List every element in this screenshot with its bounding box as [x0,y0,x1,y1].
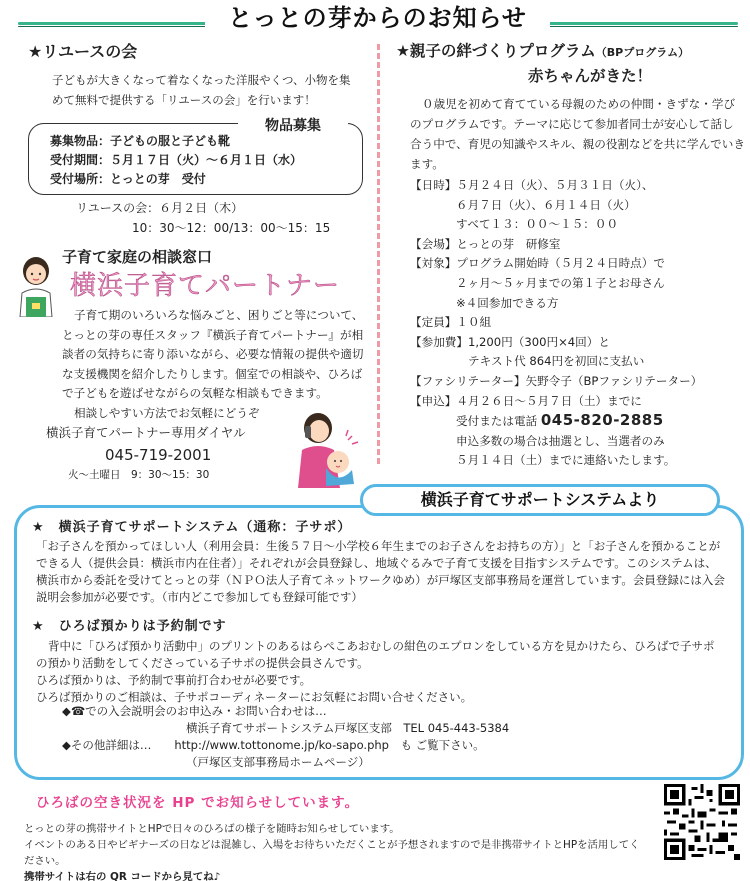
recruit-row: 募集物品：子どもの服と子ども靴 [50,134,231,148]
consult-invite: 相談しやすい方法でお気軽にどうぞ [74,405,260,420]
partner-heading: 横浜子育てパートナー [70,271,341,301]
contact-line: 横浜子育てサポートシステム戸塚区支部 TEL 045-443-5384 [186,721,510,735]
staff-woman-icon [14,255,58,317]
footer-body [24,821,644,881]
bp-detail: 【申込】４月２６日〜５月７日（土）までに [410,393,642,408]
recruit-details [50,132,302,189]
column-divider [377,44,380,464]
footer-line: 携帯サイトは右の QR コードから見てね♪ [24,871,221,881]
bp-detail-phone [410,411,745,432]
reuse-date-day: リユースの会：６月２日（木） [76,201,244,215]
footer-title: ひろばの空き状況を HP でお知らせしています。 [36,795,360,811]
bp-intro-text: ０歳児を初めて育てている母親のための仲間・きずな・学びのプログラムです。テーマに応じて参加者同士が安心して話し合う中で、育児の知識やスキル、親の役割などを共に学んでいきます。 [410,97,745,171]
consult-body [62,306,367,423]
page-title: とっとの芽からのお知らせ [205,3,550,33]
reuse-title: ★リユースの会 [28,42,138,61]
bp-detail: 【参加費】1,200円（300円×4回）と [410,334,610,349]
reuse-body: 子どもが大きくなって着なくなった洋服やくつ、小物を集めて無料で提供する「リユースの会」を行います！ [52,73,351,107]
hiroba-line: ひろば預かりのご相談は、子サポコーディネーターにお気軽にお問い合せください。 [36,690,473,704]
bp-detail: 申込多数の場合は抽選とし、当選者のみ [456,433,665,448]
hiroba-paragraph: 背中に「ひろば預かり活動中」のプリントのあるはらぺこあおむしの紺色のエプロンをしている方を見かけたら、ひろばで子サポの預かり活動をしてくださっている子サポの提供会員さんです。 [36,639,715,670]
bp-detail: すべて１３：００〜１５：００ [456,217,619,232]
bp-detail: 【対象】プログラム開始時（５月２４日時点）で [410,256,665,271]
bp-detail: ２ヶ月〜５ヶ月までの第１子とお母さん [456,275,665,290]
bp-title-note: （BPプログラム） [595,46,690,59]
hiroba-line: ひろば預かりは、予約制で事前打合わせが必要です。 [36,673,312,687]
bp-detail: 【会場】とっとの芽 研修室 [410,236,561,251]
dial-hours: 火〜土曜日 9：30〜15：30 [68,469,210,481]
hiroba-body [36,638,726,706]
reuse-date-time: 10：30〜12：00/13：00〜15：15 [132,221,331,235]
footer-line: とっとの芽の携帯サイトとHPで日々のひろばの様子を随時お知らせしています。 [24,823,400,835]
bp-detail: ６月７日（火）、６月１４日（火） [456,197,636,212]
recruit-label: 物品募集 [238,116,348,137]
bp-title-main: ★親子の絆づくりプログラム [396,42,596,60]
recruit-row: 受付期間：５月１７日（火）〜６月１日（水） [50,153,303,167]
qr-code-icon[interactable] [664,784,740,860]
hiroba-subheading: ★ ひろば預かりは予約制です [32,619,227,634]
contact-line: （戸塚区支部事務局ホームページ） [186,755,370,769]
reuse-date [76,198,330,238]
recruit-row: 受付場所：とっとの芽 受付 [50,172,206,186]
bp-title [396,40,689,63]
bp-apply-label: 受付または電話 [456,414,541,429]
contact-url-line: ◆その他詳細は… http://www.tottonome.jp/ko-sapo.php も ご覧下さい。 [62,738,485,752]
dial-number: 045-719-2001 [105,446,212,464]
bp-details [410,176,745,471]
contact-block [62,703,722,771]
phone-mother-baby-icon [290,410,360,488]
bp-detail: テキスト代 864円を初回に支払い [468,354,645,369]
bp-intro [410,94,745,174]
bp-detail: 【ファシリテーター】矢野令子（BPファシリテーター） [410,373,703,388]
dial-label: 横浜子育てパートナー専用ダイヤル [46,425,246,440]
support-body: 「お子さんを預かってほしい人（利用会員：生後５７日〜小学校６年生までのお子さんをお持ちの方）」と「お子さんを預かることができる人（提供会員：横浜市内在住者）」それぞれが会員登録し、地域ぐるみで子育て支援を目指すシステムです。このシステムは、横浜市から委託を受けてとっとの芽（ＮＰＯ法人子育てネットワークゆめ）が戸塚区支部事務局を運営しています。会員登録には入会説明会参加が必要です。（市内どこで参加しても登録可能です） [36,539,725,604]
bp-detail: ※４回参加できる方 [456,295,559,310]
footer-line: イベントのある日やビギナーズの日などは混雑し、入場をお待ちいただくことが予想されますので是非携帯サイトとHPを活用してください。 [24,839,640,867]
bp-phone-number: 045-820-2885 [540,411,664,430]
bp-detail: 【定員】１０組 [410,315,492,330]
bp-subtitle: 赤ちゃんがきた！ [528,67,653,85]
title-banner [0,0,750,40]
bp-detail: ５月１４日（土）までに連絡いたします。 [456,453,676,468]
contact-line: ◆☎での入会説明会のお申込み・お問い合わせは… [62,704,327,718]
support-heading: 横浜子育てサポートシステムより [360,484,720,516]
consult-paragraph: 子育て期のいろいろな悩みごと、困りごと等について、とっとの芽の専任スタッフ『横浜子育てパートナー』が相談者の気持ちに寄り添いながら、必要な情報の提供や適切な支援機関を紹介したりします。個室での相談や、ひろばで子どもを遊ばせながらの気軽な相談もできます。 [62,308,364,400]
consult-title: 子育て家庭の相談窓口 [62,248,213,266]
support-subheading: ★ 横浜子育てサポートシステム（通称：子サポ） [32,520,352,535]
bp-detail: 【日時】５月２４日（火）、５月３１日（火）、 [410,178,654,192]
